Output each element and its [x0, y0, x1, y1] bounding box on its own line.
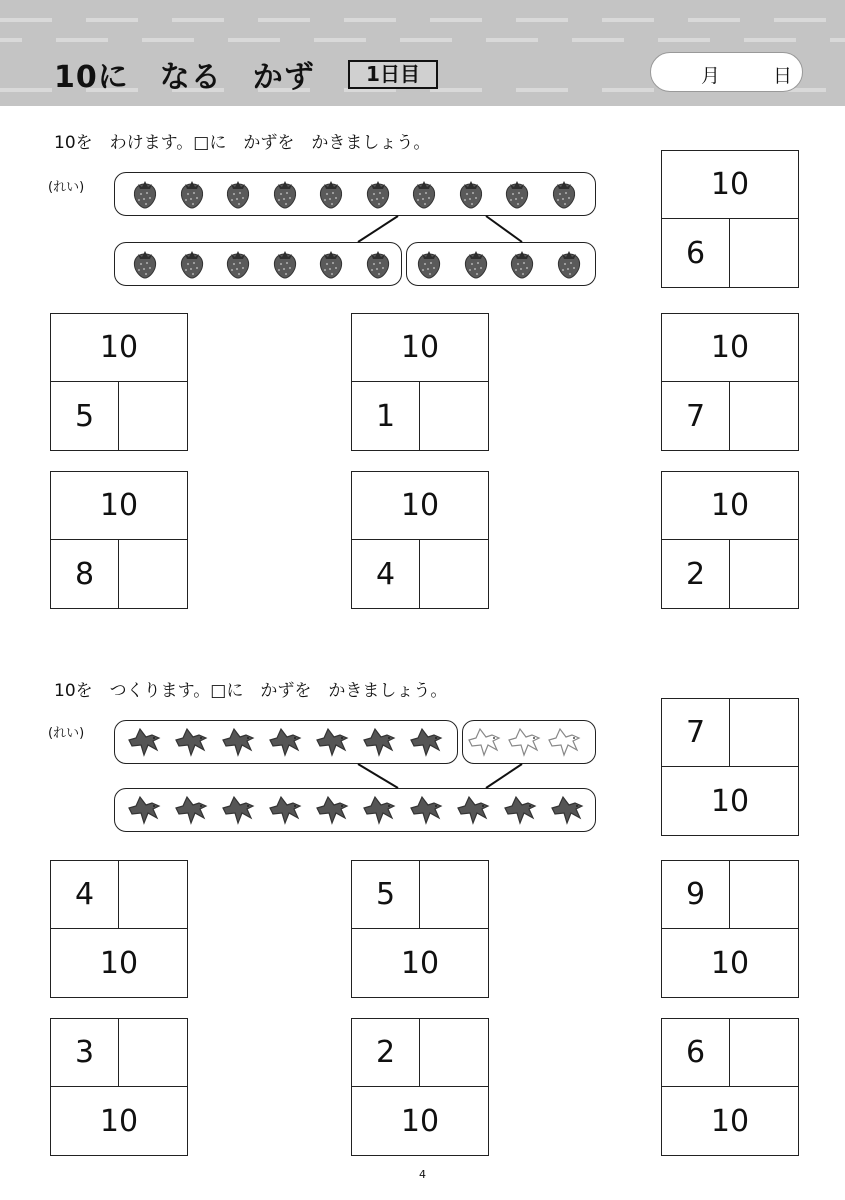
bond-total: 10	[352, 314, 488, 382]
header-dash	[172, 18, 224, 22]
bird-icon	[506, 726, 542, 762]
split-number-bond	[50, 471, 188, 609]
strawberry-icon	[316, 178, 346, 214]
section1-example-label: (れい)	[48, 180, 85, 195]
bond-answer-box[interactable]	[730, 699, 798, 767]
header-dash	[688, 18, 740, 22]
bond-answer-box[interactable]	[420, 382, 488, 450]
connector-line	[486, 764, 522, 788]
bond-answer-box[interactable]	[119, 382, 187, 450]
bond-part-given: 9	[662, 861, 730, 929]
bond-total: 10	[662, 472, 798, 540]
bond-answer-box[interactable]	[420, 861, 488, 929]
bond-total: 10	[710, 945, 750, 981]
make-ten-number-bond	[50, 860, 188, 998]
bird-icon	[314, 794, 350, 830]
bond-part-given: 6	[662, 219, 730, 287]
day-label: 1日目	[348, 60, 438, 89]
bond-total: 10	[400, 945, 440, 981]
connector-line	[358, 216, 398, 242]
bond-part-given: 5	[51, 382, 119, 450]
strawberry-icon	[130, 248, 160, 284]
example-number-bond	[661, 698, 799, 836]
bond-part-given: 4	[51, 861, 119, 929]
bird-icon	[220, 794, 256, 830]
bond-part-given: 7	[662, 382, 730, 450]
strawberry-icon	[549, 178, 579, 214]
strawberry-icon	[177, 178, 207, 214]
header-dash	[744, 38, 796, 42]
strawberry-icon	[409, 178, 439, 214]
header-dash	[0, 38, 22, 42]
bond-answer-box[interactable]	[730, 1019, 798, 1087]
section2-instruction: 10を つくります。□に かずを かきましょう。	[54, 681, 448, 701]
bird-icon	[267, 794, 303, 830]
strawberry-icon	[456, 178, 486, 214]
strawberry-icon	[414, 248, 444, 284]
strawberry-icon	[461, 248, 491, 284]
header-dash	[830, 38, 845, 42]
header-dash	[516, 88, 568, 92]
bond-part-given: 1	[352, 382, 420, 450]
bond-total: 10	[662, 151, 798, 219]
bond-answer-box[interactable]	[119, 540, 187, 608]
bond-answer-box[interactable]	[730, 382, 798, 450]
bond-total: 10	[99, 1103, 139, 1139]
split-number-bond	[351, 313, 489, 451]
bond-part-given: 7	[662, 699, 730, 767]
bond-part-given: 8	[51, 540, 119, 608]
strawberry-icon	[177, 248, 207, 284]
header-dash	[400, 38, 452, 42]
bond-answer-box[interactable]	[730, 219, 798, 287]
header-dash	[258, 18, 310, 22]
header-dash	[0, 88, 52, 92]
make-ten-number-bond	[351, 1018, 489, 1156]
split-number-bond	[351, 471, 489, 609]
bird-icon	[267, 726, 303, 762]
header-dash	[516, 18, 568, 22]
bird-icon	[408, 726, 444, 762]
page-title: 10に なる かず	[54, 60, 315, 95]
strawberry-icon	[363, 248, 393, 284]
strawberry-icon	[130, 178, 160, 214]
strawberry-icon	[363, 178, 393, 214]
bird-icon	[546, 726, 582, 762]
month-label: 月	[701, 65, 721, 87]
bond-part-given: 5	[352, 861, 420, 929]
bond-total: 10	[352, 472, 488, 540]
strawberry-icon	[316, 248, 346, 284]
bond-total: 10	[51, 472, 187, 540]
bird-icon	[502, 794, 538, 830]
bond-total: 10	[710, 1103, 750, 1139]
make-ten-number-bond	[661, 1018, 799, 1156]
bird-icon	[408, 794, 444, 830]
bird-icon	[126, 726, 162, 762]
bond-part-given: 4	[352, 540, 420, 608]
header-dash	[86, 18, 138, 22]
strawberry-icon	[223, 178, 253, 214]
bird-icon	[314, 726, 350, 762]
bird-icon	[361, 726, 397, 762]
split-number-bond	[661, 313, 799, 451]
bird-icon	[220, 726, 256, 762]
strawberry-icon	[507, 248, 537, 284]
bond-part-given: 3	[51, 1019, 119, 1087]
bond-total: 10	[710, 783, 750, 819]
bond-total: 10	[400, 1103, 440, 1139]
header-dash	[56, 38, 108, 42]
bird-icon	[173, 726, 209, 762]
header-dash	[344, 18, 396, 22]
make-ten-number-bond	[351, 860, 489, 998]
header-dash	[602, 18, 654, 22]
bond-answer-box[interactable]	[730, 540, 798, 608]
bond-answer-box[interactable]	[119, 861, 187, 929]
section2-example-label: (れい)	[48, 726, 85, 741]
header-dash	[314, 38, 366, 42]
connector-line	[358, 764, 398, 788]
header-band	[0, 0, 845, 106]
bond-total: 10	[51, 314, 187, 382]
bond-total: 10	[99, 945, 139, 981]
header-dash	[774, 18, 826, 22]
header-dash	[142, 38, 194, 42]
header-dash	[658, 38, 710, 42]
date-field[interactable]	[650, 52, 803, 92]
bird-icon	[361, 794, 397, 830]
bird-icon	[549, 794, 585, 830]
strawberry-icon	[502, 178, 532, 214]
bond-answer-box[interactable]	[420, 540, 488, 608]
split-number-bond	[661, 471, 799, 609]
bond-total: 10	[662, 314, 798, 382]
header-dash	[602, 88, 654, 92]
day-unit-label: 日	[773, 65, 793, 87]
connector-line	[486, 216, 522, 242]
bird-icon	[455, 794, 491, 830]
strawberry-icon	[554, 248, 584, 284]
bond-part-given: 2	[352, 1019, 420, 1087]
bird-icon	[126, 794, 162, 830]
bond-answer-box[interactable]	[730, 861, 798, 929]
header-dash	[430, 18, 482, 22]
example-number-bond	[661, 150, 799, 288]
header-dash	[228, 38, 280, 42]
bird-icon	[173, 794, 209, 830]
bond-part-given: 6	[662, 1019, 730, 1087]
header-dash	[486, 38, 538, 42]
header-dash	[0, 18, 52, 22]
bond-answer-box[interactable]	[420, 1019, 488, 1087]
bond-part-given: 2	[662, 540, 730, 608]
header-dash	[572, 38, 624, 42]
split-number-bond	[50, 313, 188, 451]
section1-instruction: 10を わけます。□に かずを かきましょう。	[54, 133, 431, 153]
strawberry-icon	[223, 248, 253, 284]
strawberry-icon	[270, 178, 300, 214]
bond-answer-box[interactable]	[119, 1019, 187, 1087]
make-ten-number-bond	[661, 860, 799, 998]
bird-icon	[466, 726, 502, 762]
page-number: 4	[419, 1168, 426, 1181]
strawberry-icon	[270, 248, 300, 284]
make-ten-number-bond	[50, 1018, 188, 1156]
